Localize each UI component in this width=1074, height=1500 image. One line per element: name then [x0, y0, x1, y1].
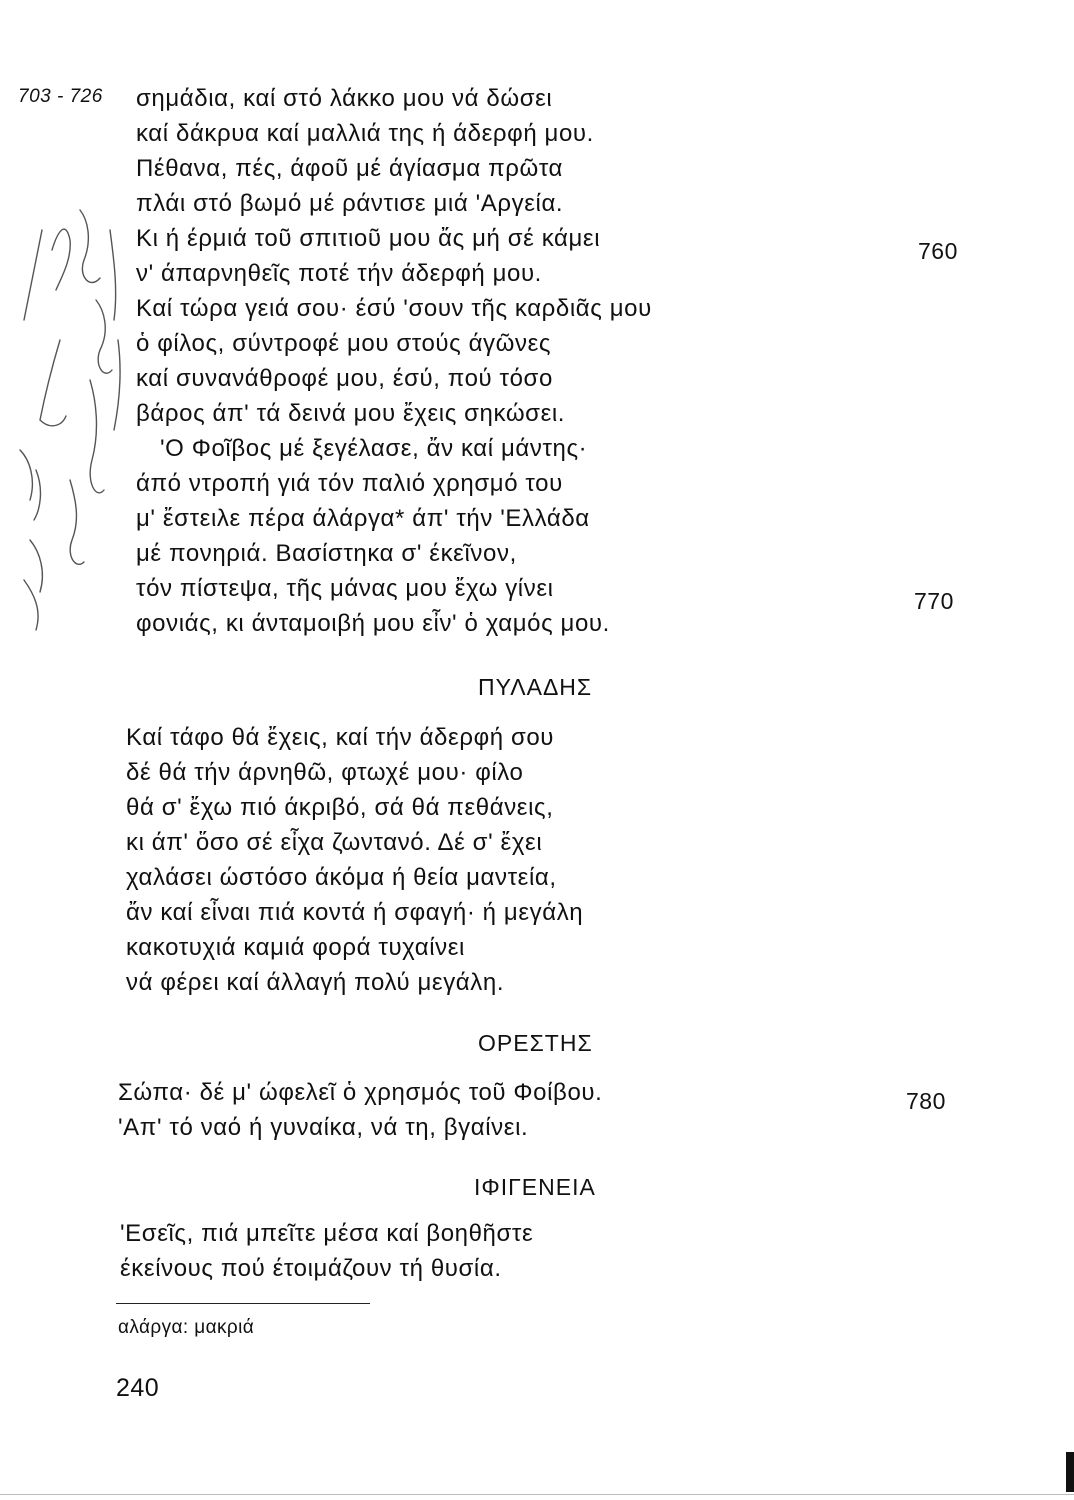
- verse-line: 'Απ' τό ναό ή γυναίκα, νά τη, βγαίνει.: [118, 1114, 529, 1141]
- verse-line: Καί τώρα γειά σου· έσύ 'σουν τῆς καρδιᾶς μου: [136, 295, 652, 322]
- verse-line: μέ πονηριά. Βασίστηκα σ' έκεῖνον,: [136, 540, 517, 567]
- verse-line: ἄν καί εἶναι πιά κοντά ή σφαγή· ή μεγάλη: [126, 899, 584, 926]
- verse-line: Καί τάφο θά ἔχεις, καί τήν άδερφή σου: [126, 724, 555, 751]
- verse-line: νά φέρει καί άλλαγή πολύ μεγάλη.: [126, 969, 505, 996]
- verse-line: 'Ο Φοῖβος μέ ξεγέλασε, ἄν καί μάντης·: [160, 435, 588, 462]
- verse-line: κι άπ' ὅσο σέ εἶχα ζωντανό. Δέ σ' ἔχει: [126, 829, 543, 856]
- verse-line: φονιάς, κι άνταμοιβή μου εἶν' ὁ χαμός μου.: [136, 610, 610, 637]
- footnote-divider: [116, 1303, 370, 1304]
- verse-line: θά σ' ἔχω πιό άκριβό, σά θά πεθάνεις,: [126, 794, 554, 821]
- verse-line: έκείνους πού έτοιμάζουν τή θυσία.: [120, 1255, 502, 1282]
- verse-line: Πέθανα, πές, άφοῦ μέ άγίασμα πρῶτα: [136, 155, 564, 182]
- verse-line: άπό ντροπή γιά τόν παλιό χρησμό του: [136, 470, 563, 497]
- verse-line: μ' ἔστειλε πέρα άλάργα* άπ' τήν 'Ελλάδα: [136, 505, 590, 532]
- line-number: 760: [918, 238, 958, 264]
- speaker-name: ΟΡΕΣΤΗΣ: [478, 1030, 593, 1056]
- verse-line: Σώπα· δέ μ' ώφελεῖ ὁ χρησμός τοῦ Φοίβου.: [118, 1079, 603, 1106]
- verse-line: κακοτυχιά καμιά φορά τυχαίνει: [126, 934, 465, 961]
- verse-line: πλάι στό βωμό μέ ράντισε μιά 'Αργεία.: [136, 190, 564, 217]
- verse-line: δέ θά τήν άρνηθῶ, φτωχέ μου· φίλο: [126, 759, 524, 786]
- verse-line: Κι ή έρμιά τοῦ σπιτιοῦ μου ἄς μή σέ κάμει: [136, 225, 601, 252]
- verse-line: καί συνανάθροφέ μου, έσύ, πού τόσο: [136, 365, 553, 392]
- scan-edge-line: [0, 1494, 1074, 1495]
- verse-line: βάρος άπ' τά δεινά μου ἔχεις σηκώσει.: [136, 400, 566, 427]
- page-number: 240: [116, 1374, 160, 1402]
- verse-line: 'Εσεῖς, πιά μπεῖτε μέσα καί βοηθῆστε: [120, 1220, 534, 1247]
- verse-line: σημάδια, καί στό λάκκο μου νά δώσει: [136, 85, 553, 112]
- line-number: 770: [914, 588, 954, 614]
- line-number: 780: [906, 1088, 946, 1114]
- footnote: αλάργα: μακριά: [118, 1317, 255, 1338]
- line-range-label: 703 - 726: [18, 86, 103, 107]
- verse-line: ν' άπαρνηθεῖς ποτέ τήν άδερφή μου.: [136, 260, 542, 287]
- speaker-name: ΠΥΛΑΔΗΣ: [478, 674, 593, 700]
- verse-line: τόν πίστεψα, τῆς μάνας μου ἔχω γίνει: [136, 575, 554, 602]
- speaker-name: ΙΦΙΓΕΝΕΙΑ: [474, 1174, 596, 1200]
- scan-edge-mark: [1066, 1452, 1074, 1492]
- verse-line: καί δάκρυα καί μαλλιά της ή άδερφή μου.: [136, 120, 594, 147]
- handwritten-margin-note: [0, 190, 140, 670]
- verse-line: ὁ φίλος, σύντροφέ μου στούς άγῶνες: [136, 330, 552, 357]
- verse-line: χαλάσει ώστόσο άκόμα ή θεία μαντεία,: [126, 864, 557, 891]
